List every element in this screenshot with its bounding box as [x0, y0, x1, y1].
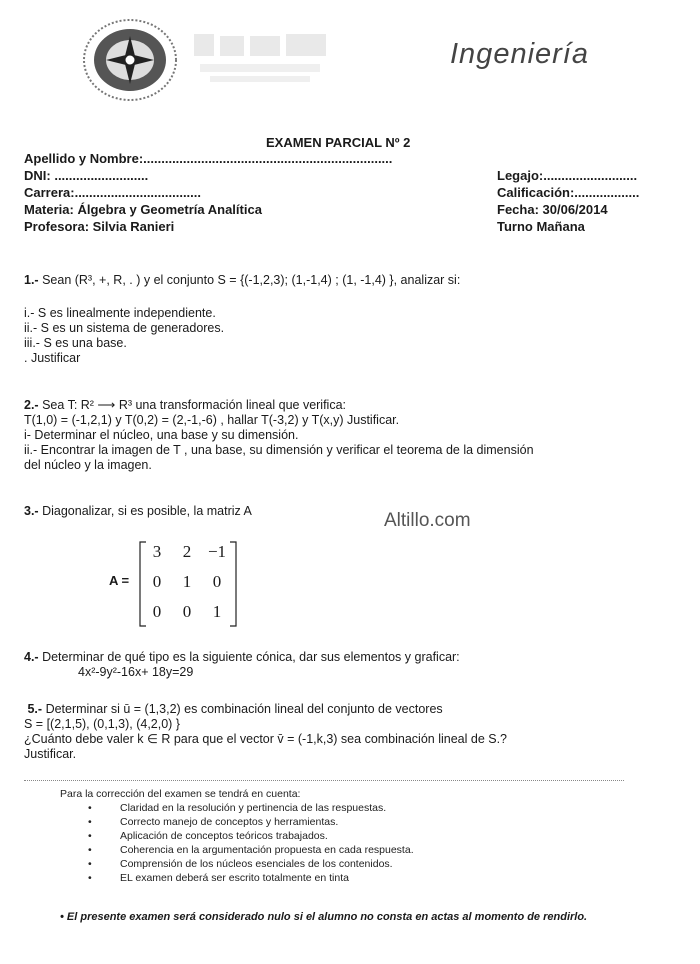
question-2: [24, 398, 694, 473]
career-field: Carrera:...................................: [24, 185, 201, 200]
question-4: [24, 650, 684, 680]
dni-field: DNI: ..........................: [24, 168, 149, 183]
final-note: • El presente examen será considerado nulo si el alumno no consta en actas al momento de rendirlo.: [60, 911, 588, 923]
criteria-list: [60, 801, 414, 885]
professor-field: Profesora: Silvia Ranieri: [24, 219, 175, 234]
question-3-text: Diagonalizar, si es posible, la matriz A: [42, 504, 252, 518]
q1-item-iii: iii.- S es una base.: [24, 336, 127, 350]
question-1-items: [24, 306, 224, 366]
q2-line-2: T(1,0) = (-1,2,1) y T(0,2) = (2,-1,-6) , hallar T(-3,2) y T(x,y) Justificar.: [24, 413, 400, 427]
matrix-cell: 0: [152, 602, 162, 621]
question-3-number: 3.-: [24, 504, 39, 518]
list-item: • Coherencia en la argumentación propuesta en cada respuesta.: [60, 843, 414, 857]
grading-criteria: [60, 787, 414, 885]
q1-justify: . Justificar: [24, 351, 81, 365]
brand-title: Ingeniería: [450, 38, 589, 70]
q2-line-4: ii.- Encontrar la imagen de T , una base, su dimensión y verificar el teorema de la dimensión: [24, 443, 534, 457]
matrix-cell: 1: [212, 602, 222, 621]
university-seal-logo: [78, 16, 182, 104]
list-item: • Claridad en la resolución y pertinencia de las respuestas.: [60, 801, 414, 815]
conic-equation: 4x²-9y²-16x+ 18y=29: [78, 665, 194, 679]
q2-line-5: del núcleo y la imagen.: [24, 458, 152, 472]
question-5: [24, 702, 694, 762]
question-4-text: Determinar de qué tipo es la siguiente cónica, dar sus elementos y graficar:: [42, 650, 460, 664]
question-3: [24, 504, 252, 519]
matrix-cell: 2: [182, 542, 192, 561]
dotted-separator: [24, 780, 624, 781]
date-field: Fecha: 30/06/2014: [497, 202, 608, 217]
faded-university-name-logo: [190, 28, 340, 88]
question-2-number: 2.-: [24, 398, 39, 412]
list-item: • Correcto manejo de conceptos y herramientas.: [60, 815, 414, 829]
question-1-number: 1.-: [24, 273, 39, 287]
shift-field: Turno Mañana: [497, 219, 585, 234]
q5-line-1: Determinar si ū = (1,3,2) es combinación lineal del conjunto de vectores: [45, 702, 443, 716]
grade-field: Calificación:..................: [497, 185, 640, 200]
name-field: Apellido y Nombre:.....................................................................: [24, 151, 393, 166]
q1-item-i: i.- S es linealmente independiente.: [24, 306, 216, 320]
legajo-field: Legajo:..........................: [497, 168, 638, 183]
matrix-cell: 3: [152, 542, 162, 561]
matrix-cell: 0: [212, 572, 222, 591]
matrix-cell: −1: [207, 542, 227, 561]
matrix-label: A =: [109, 573, 130, 588]
q2-line-3: i- Determinar el núcleo, una base y su dimensión.: [24, 428, 299, 442]
matrix-a: [138, 540, 238, 628]
list-item: • Comprensión de los núcleos esenciales de los contenidos.: [60, 857, 414, 871]
q1-item-ii: ii.- S es un sistema de generadores.: [24, 321, 225, 335]
matrix-cell: 0: [152, 572, 162, 591]
question-1-text: Sean (R³, +, R, . ) y el conjunto S = {(-1,2,3); (1,-1,4) ; (1, -1,4) }, analizar si:: [42, 273, 461, 287]
subject-field: Materia: Álgebra y Geometría Analítica: [24, 202, 262, 217]
header-left: [24, 150, 392, 235]
watermark-text: Altillo.com: [384, 510, 471, 531]
list-item: • EL examen deberá ser escrito totalmente en tinta: [60, 871, 414, 885]
q5-line-3: ¿Cuánto debe valer k ∈ R para que el vector v̄ = (-1,k,3) sea combinación lineal de S.?: [24, 732, 508, 746]
q5-line-4: Justificar.: [24, 747, 77, 761]
criteria-intro: Para la corrección del examen se tendrá en cuenta:: [60, 788, 301, 800]
header-right: [497, 167, 639, 235]
question-1: [24, 273, 684, 288]
q5-line-2: S = [(2,1,5), (0,1,3), (4,2,0) }: [24, 717, 180, 731]
question-5-number: 5.-: [27, 702, 43, 716]
matrix-cell: 1: [182, 572, 192, 591]
matrix-cell: 0: [182, 602, 192, 621]
list-item: • Aplicación de conceptos teóricos trabajados.: [60, 829, 414, 843]
exam-title: EXAMEN PARCIAL Nº 2: [266, 135, 411, 150]
q2-line-1: Sea T: R² ⟶ R³ una transformación lineal que verifica:: [42, 398, 347, 412]
question-4-number: 4.-: [24, 650, 39, 664]
